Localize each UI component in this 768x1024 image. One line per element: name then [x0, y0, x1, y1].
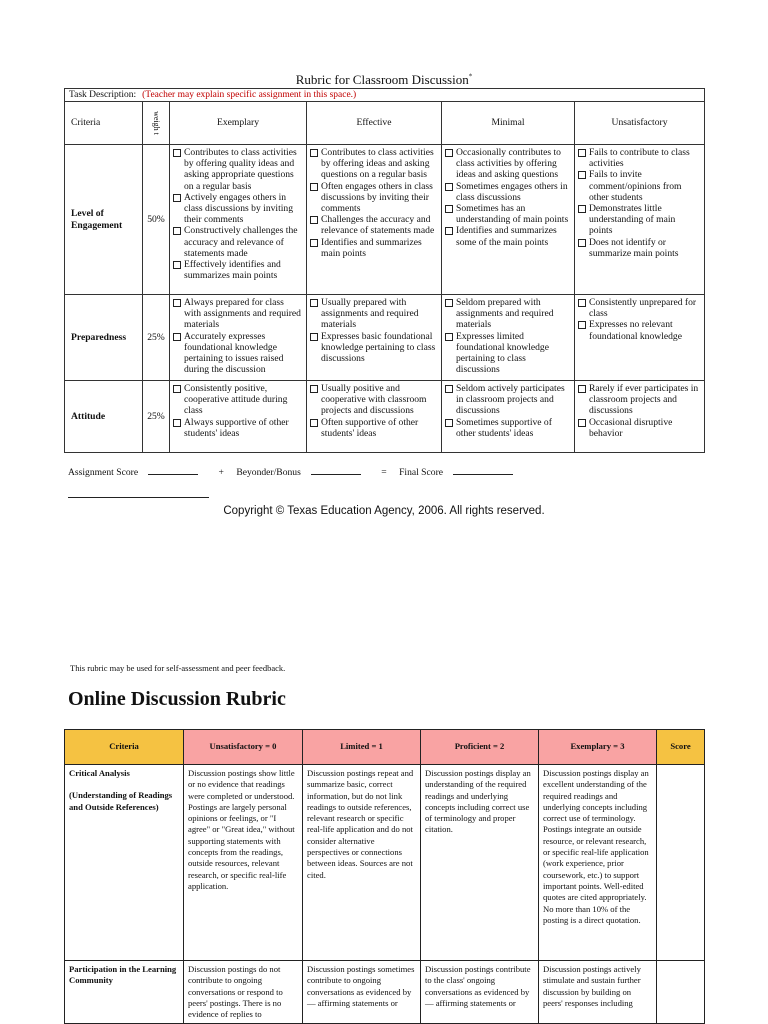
checkbox-item[interactable]: Identifies and summarizes main points: [310, 237, 438, 259]
copyright-notice: Copyright © Texas Education Agency, 2006. All rights reserved.: [223, 505, 545, 517]
checkbox-item[interactable]: Expresses basic foundational knowledge pertaining to class discussions: [310, 331, 438, 365]
limited-cell: Discussion postings repeat and summarize basic, correct information, but do not link readings to outside references, relevant research or specific real-life application and do not consider alternative perspectives or connections between ideas. Sources are not cited.: [303, 765, 421, 961]
header-score: Score: [657, 730, 705, 765]
row-label: Preparedness: [65, 295, 143, 381]
checkbox-item[interactable]: Expresses no relevant foundational knowledge: [578, 319, 701, 341]
table-row: [65, 381, 705, 453]
minimal-cell: [442, 145, 575, 295]
checkbox-item[interactable]: Occasionally contributes to class activities by offering ideas and asking questions: [445, 147, 571, 181]
header-proficient: Proficient = 2: [421, 730, 539, 765]
task-description-label: Task Description:: [69, 90, 137, 100]
unsatisfactory-cell: [575, 295, 705, 381]
plus-sign: +: [218, 467, 224, 478]
row-weight: 25%: [143, 295, 170, 381]
checkbox-item[interactable]: Challenges the accuracy and relevance of statements made: [310, 214, 438, 236]
checkbox-item[interactable]: Always supportive of other students' ideas: [173, 417, 303, 439]
assignment-score-label: Assignment Score: [68, 467, 139, 478]
header-limited: Limited = 1: [303, 730, 421, 765]
header-unsatisfactory: Unsatisfactory: [575, 102, 705, 145]
checkbox-item[interactable]: Sometimes engages others in class discussions: [445, 181, 571, 203]
checkbox-item[interactable]: Seldom prepared with assignments and required materials: [445, 297, 571, 331]
score-cell[interactable]: [657, 961, 705, 1024]
unsatisfactory-cell: Discussion postings do not contribute to ongoing conversations or respond to peers' postings. There is no evidence of replies to: [184, 961, 303, 1024]
exemplary-cell: Discussion postings display an excellent understanding of the required readings and underlying concepts including correct use of terminology. Postings integrate an outside resource, or relevant research, or specific real-life application (work experience, prior coursework, etc.) to support important points. Well-edited quotes are cited appropriately. No more than 10% of the posting is a direct quotation.: [539, 765, 657, 961]
proficient-cell: Discussion postings contribute to the class' ongoing conversations as evidenced by — affirming statements or: [421, 961, 539, 1024]
checkbox-item[interactable]: Usually positive and cooperative with classroom projects and discussions: [310, 383, 438, 417]
bonus-blank[interactable]: [311, 465, 361, 475]
exemplary-cell: [170, 295, 307, 381]
table-row: [65, 765, 705, 961]
minimal-cell: [442, 381, 575, 453]
score-cell[interactable]: [657, 765, 705, 961]
exemplary-cell: [170, 381, 307, 453]
exemplary-cell: [170, 145, 307, 295]
checkbox-item[interactable]: Fails to invite comment/opinions from other students: [578, 169, 701, 203]
header-effective: Effective: [307, 102, 442, 145]
checkbox-item[interactable]: Sometimes has an understanding of main points: [445, 203, 571, 225]
checkbox-item[interactable]: Accurately expresses foundational knowledge pertaining to issues raised during the discussion: [173, 331, 303, 376]
checkbox-item[interactable]: Always prepared for class with assignments and required materials: [173, 297, 303, 331]
rubric1-title: Rubric for Classroom Discussion*: [295, 72, 473, 87]
unsatisfactory-cell: Discussion postings show little or no evidence that readings were completed or understood. Postings are largely personal opinions or feelings, or "I agree" or "Great idea," without supporting statements with concepts from the readings, outside resources, relevant research, or specific real-life application.: [184, 765, 303, 961]
score-line: [68, 465, 523, 478]
classroom-discussion-rubric-table: [64, 88, 705, 453]
header-minimal: Minimal: [442, 102, 575, 145]
final-score-label: Final Score: [399, 467, 444, 478]
checkbox-item[interactable]: Occasional disruptive behavior: [578, 417, 701, 439]
row-label: Attitude: [65, 381, 143, 453]
row-weight: 25%: [143, 381, 170, 453]
row-label: Level of Engagement: [65, 145, 143, 295]
checkbox-item[interactable]: Identifies and summarizes some of the main points: [445, 225, 571, 247]
header-criteria: Criteria: [65, 730, 184, 765]
header-exemplary: Exemplary: [170, 102, 307, 145]
row-weight: 50%: [143, 145, 170, 295]
exemplary-cell: Discussion postings actively stimulate and sustain further discussion by building on peers' responses including: [539, 961, 657, 1024]
task-description-row: [65, 89, 705, 102]
checkbox-item[interactable]: Expresses limited foundational knowledge pertaining to class discussions: [445, 331, 571, 376]
effective-cell: [307, 381, 442, 453]
header-unsatisfactory: Unsatisfactory = 0: [184, 730, 303, 765]
checkbox-item[interactable]: Rarely if ever participates in classroom projects and discussions: [578, 383, 701, 417]
minimal-cell: [442, 295, 575, 381]
checkbox-item[interactable]: Sometimes supportive of other students' ideas: [445, 417, 571, 439]
assignment-score-blank[interactable]: [148, 465, 198, 475]
criteria-cell: Critical Analysis (Understanding of Readings and Outside References): [65, 765, 184, 961]
checkbox-item[interactable]: Demonstrates little understanding of main points: [578, 203, 701, 237]
table-row: [65, 295, 705, 381]
effective-cell: [307, 295, 442, 381]
bonus-label: Beyonder/Bonus: [236, 467, 301, 478]
checkbox-item[interactable]: Consistently positive, cooperative attitude during class: [173, 383, 303, 417]
effective-cell: [307, 145, 442, 295]
criteria-cell: Participation in the Learning Community: [65, 961, 184, 1024]
table-row: [65, 145, 705, 295]
checkbox-item[interactable]: Often engages others in class discussions by inviting their comments: [310, 181, 438, 215]
table-row: [65, 961, 705, 1024]
online-discussion-rubric-table: [64, 729, 705, 1024]
equals-sign: =: [381, 467, 387, 478]
checkbox-item[interactable]: Seldom actively participates in classroom projects and discussions: [445, 383, 571, 417]
checkbox-item[interactable]: Often supportive of other students' ideas: [310, 417, 438, 439]
header-criteria: Criteria: [65, 102, 143, 145]
checkbox-item[interactable]: Actively engages others in class discussions by inviting their comments: [173, 192, 303, 226]
self-assessment-note: This rubric may be used for self-assessment and peer feedback.: [70, 663, 286, 673]
task-description-note: (Teacher may explain specific assignment in this space.): [142, 90, 357, 100]
checkbox-item[interactable]: Does not identify or summarize main points: [578, 237, 701, 259]
proficient-cell: Discussion postings display an understanding of the required readings and underlying concepts including correct use of terminology and proper citation.: [421, 765, 539, 961]
unsatisfactory-cell: [575, 145, 705, 295]
unsatisfactory-cell: [575, 381, 705, 453]
checkbox-item[interactable]: Consistently unprepared for class: [578, 297, 701, 319]
header-weight: weigh t: [143, 102, 170, 145]
checkbox-item[interactable]: Constructively challenges the accuracy and relevance of statements made: [173, 225, 303, 259]
final-score-blank[interactable]: [453, 465, 513, 475]
checkbox-item[interactable]: Effectively identifies and summarizes main points: [173, 259, 303, 281]
rubric2-title: Online Discussion Rubric: [68, 688, 286, 710]
header-exemplary: Exemplary = 3: [539, 730, 657, 765]
checkbox-item[interactable]: Contributes to class activities by offering quality ideas and asking appropriate questions on a regular basis: [173, 147, 303, 192]
checkbox-item[interactable]: Contributes to class activities by offering ideas and asking questions on a regular basis: [310, 147, 438, 181]
checkbox-item[interactable]: Usually prepared with assignments and required materials: [310, 297, 438, 331]
limited-cell: Discussion postings sometimes contribute to ongoing conversations as evidenced by — affirming statements or: [303, 961, 421, 1024]
checkbox-item[interactable]: Fails to contribute to class activities: [578, 147, 701, 169]
footnote-divider: [68, 497, 209, 498]
